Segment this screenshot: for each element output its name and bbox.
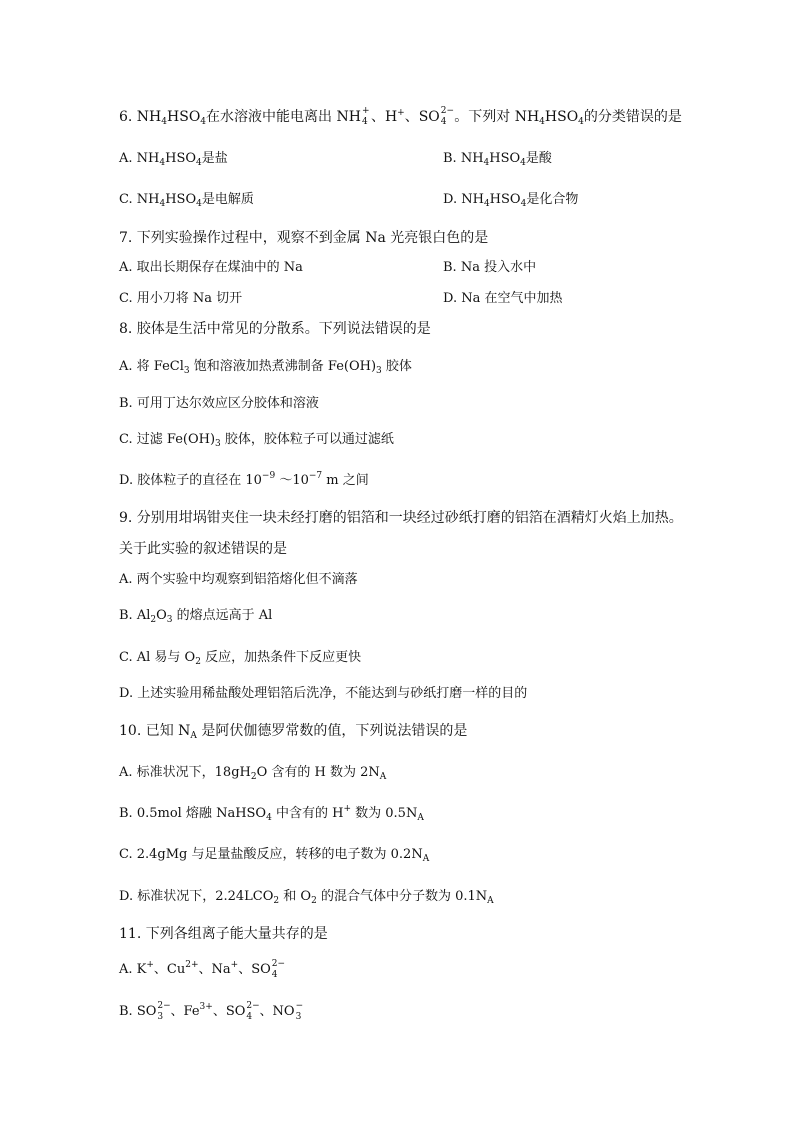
text: 是化合物 <box>526 192 579 207</box>
text: HSO <box>489 151 521 166</box>
superscript: + <box>343 804 351 814</box>
text: 、Cu <box>153 962 186 977</box>
subscript: 4 <box>159 158 166 168</box>
text: HSO <box>167 109 201 125</box>
q11-option-a <box>119 958 286 980</box>
superscript: 2− <box>157 1000 171 1011</box>
text: 是阿伏伽德罗常数的值，下列说法错误的是 <box>196 723 468 739</box>
superscript: 2− <box>246 1000 260 1011</box>
superscript: 3+ <box>199 1002 213 1012</box>
q8-stem: 8. 胶体是生活中常见的分散系。下列说法错误的是 <box>119 321 431 337</box>
text: 的混合气体中分子数为 0.1N <box>316 889 488 904</box>
subscript: 3 <box>166 615 173 625</box>
q9-stem-line1: 9. 分别用坩埚钳夹住一块未经打磨的铝箔和一块经过砂纸打磨的铝箔在酒精灯火焰上加热。 <box>119 510 683 526</box>
superscript: −7 <box>308 471 323 481</box>
q10-option-d <box>119 887 494 907</box>
text: D. 胶体粒子的直径在 10 <box>119 473 262 488</box>
superscript: −9 <box>261 471 276 481</box>
text: 是盐 <box>201 151 228 166</box>
q6-stem <box>119 107 682 127</box>
superscript-subscript <box>271 958 286 980</box>
subscript: 3 <box>376 366 382 376</box>
subscript: 4 <box>196 158 202 168</box>
subscript: 3 <box>295 1011 302 1022</box>
superscript-subscript <box>245 1000 260 1022</box>
text: 6. NH <box>119 109 162 125</box>
text: 、H <box>370 109 398 125</box>
text: B. Al <box>119 608 151 623</box>
superscript: + <box>361 106 370 116</box>
q10-option-b <box>119 804 424 824</box>
text: 是电解质 <box>201 192 254 207</box>
subscript: 2 <box>150 615 157 625</box>
subscript: 2 <box>250 772 257 782</box>
subscript: 4 <box>361 117 368 127</box>
text: 饱和溶液加热煮沸制备 Fe(OH) <box>189 359 377 374</box>
q10-option-a <box>119 763 386 783</box>
text: C. 2.4gMg 与足量盐酸反应，转移的电子数为 0.2N <box>119 847 423 862</box>
subscript: 3 <box>215 439 221 449</box>
superscript: 2− <box>440 106 455 116</box>
q6-option-a <box>119 149 228 169</box>
subscript: A <box>422 854 430 864</box>
q10-option-c <box>119 845 429 865</box>
subscript: 4 <box>200 117 207 127</box>
subscript: 4 <box>483 199 490 209</box>
q10-stem <box>119 721 467 741</box>
subscript: 4 <box>520 158 526 168</box>
q6-option-d <box>443 190 578 210</box>
text: HSO <box>165 151 197 166</box>
text: C. 过滤 Fe(OH) <box>119 432 216 447</box>
subscript: 4 <box>161 117 168 127</box>
q9-option-c <box>119 648 361 668</box>
text: 胶体 <box>381 359 412 374</box>
q8-option-a <box>119 357 412 377</box>
subscript: 4 <box>440 117 447 127</box>
q9-option-a: A. 两个实验中均观察到铝箔熔化但不滴落 <box>119 572 358 587</box>
q6-option-c <box>119 190 254 210</box>
text: C. NH <box>119 192 160 207</box>
subscript: 3 <box>157 1011 164 1022</box>
subscript: 4 <box>578 117 584 127</box>
superscript: + <box>230 960 239 970</box>
text: O 含有的 H 数为 2N <box>256 765 380 780</box>
q9-stem-line2: 关于此实验的叙述错误的是 <box>119 541 287 557</box>
subscript: 4 <box>159 199 166 209</box>
text: m 之间 <box>322 473 369 488</box>
text: A. 将 FeCl <box>119 359 184 374</box>
subscript: 2 <box>195 657 201 667</box>
text: HSO <box>489 192 521 207</box>
text: 。下列对 NH <box>449 109 540 125</box>
text: 、Fe <box>166 1004 200 1019</box>
text: HSO <box>544 109 579 125</box>
subscript: A <box>417 813 424 823</box>
superscript: + <box>146 960 154 970</box>
text: 数为 0.5N <box>351 806 418 821</box>
text: O <box>156 608 167 623</box>
subscript: 4 <box>271 969 278 980</box>
text: A. 标准状况下，18gH <box>119 765 251 780</box>
text: 中含有的 H <box>271 806 344 821</box>
subscript: 3 <box>183 366 190 376</box>
superscript-subscript <box>156 1000 171 1022</box>
text: 的分类错误的是 <box>583 109 682 125</box>
superscript-subscript <box>440 106 455 127</box>
text: 10. 已知 N <box>119 723 191 739</box>
superscript: 2− <box>271 958 286 969</box>
subscript: 4 <box>246 1011 253 1022</box>
text: 的熔点远高于 Al <box>172 608 273 623</box>
text: 在水溶液中能电离出 NH <box>206 109 361 125</box>
q9-option-b <box>119 606 272 626</box>
q9-option-d: D. 上述实验用稀盐酸处理铝箔后洗净，不能达到与砂纸打磨一样的目的 <box>119 686 528 701</box>
q7-stem: 7. 下列实验操作过程中，观察不到金属 Na 光亮银白色的是 <box>119 230 489 246</box>
superscript: − <box>295 1000 304 1011</box>
text: 、SO <box>238 962 271 977</box>
superscript-subscript <box>295 1000 305 1022</box>
superscript: 2+ <box>185 960 199 970</box>
text: 和 O <box>279 889 312 904</box>
text: 是酸 <box>525 151 552 166</box>
text: C. Al 易与 O <box>119 650 196 665</box>
q7-option-c: C. 用小刀将 Na 切开 <box>119 291 243 306</box>
text: 、NO <box>255 1004 295 1019</box>
q6-option-b <box>443 149 552 169</box>
q8-option-c <box>119 430 394 450</box>
q7-option-a: A. 取出长期保存在煤油中的 Na <box>119 260 303 275</box>
text: ～10 <box>275 473 309 488</box>
subscript: 4 <box>539 117 545 127</box>
subscript: A <box>487 896 494 906</box>
subscript: 4 <box>483 158 490 168</box>
q11-option-b <box>119 1002 305 1022</box>
text: D. 标准状况下，2.24LCO <box>119 889 274 904</box>
q8-option-d <box>119 471 369 491</box>
q7-option-d: D. Na 在空气中加热 <box>443 291 563 306</box>
text: 、SO <box>212 1004 246 1019</box>
text: A. NH <box>119 151 160 166</box>
subscript: 4 <box>196 199 202 209</box>
subscript: A <box>190 731 197 741</box>
subscript: 2 <box>273 896 280 906</box>
text: 、SO <box>404 109 440 125</box>
text: 、Na <box>198 962 231 977</box>
text: 胶体，胶体粒子可以通过滤纸 <box>220 432 394 447</box>
text: B. SO <box>119 1004 157 1019</box>
subscript: 4 <box>520 199 527 209</box>
text: D. NH <box>443 192 484 207</box>
subscript: 2 <box>311 896 317 906</box>
subscript: 4 <box>266 813 272 823</box>
text: HSO <box>165 192 197 207</box>
text: A. K <box>119 962 147 977</box>
q7-option-b: B. Na 投入水中 <box>443 260 537 275</box>
q11-stem: 11. 下列各组离子能大量共存的是 <box>119 926 328 942</box>
q8-option-b: B. 可用丁达尔效应区分胶体和溶液 <box>119 396 319 411</box>
text: 反应，加热条件下反应更快 <box>200 650 362 665</box>
superscript: + <box>397 108 405 118</box>
subscript: A <box>379 772 387 782</box>
superscript-subscript <box>361 106 371 127</box>
text: B. NH <box>443 151 484 166</box>
text: B. 0.5mol 熔融 NaHSO <box>119 806 267 821</box>
